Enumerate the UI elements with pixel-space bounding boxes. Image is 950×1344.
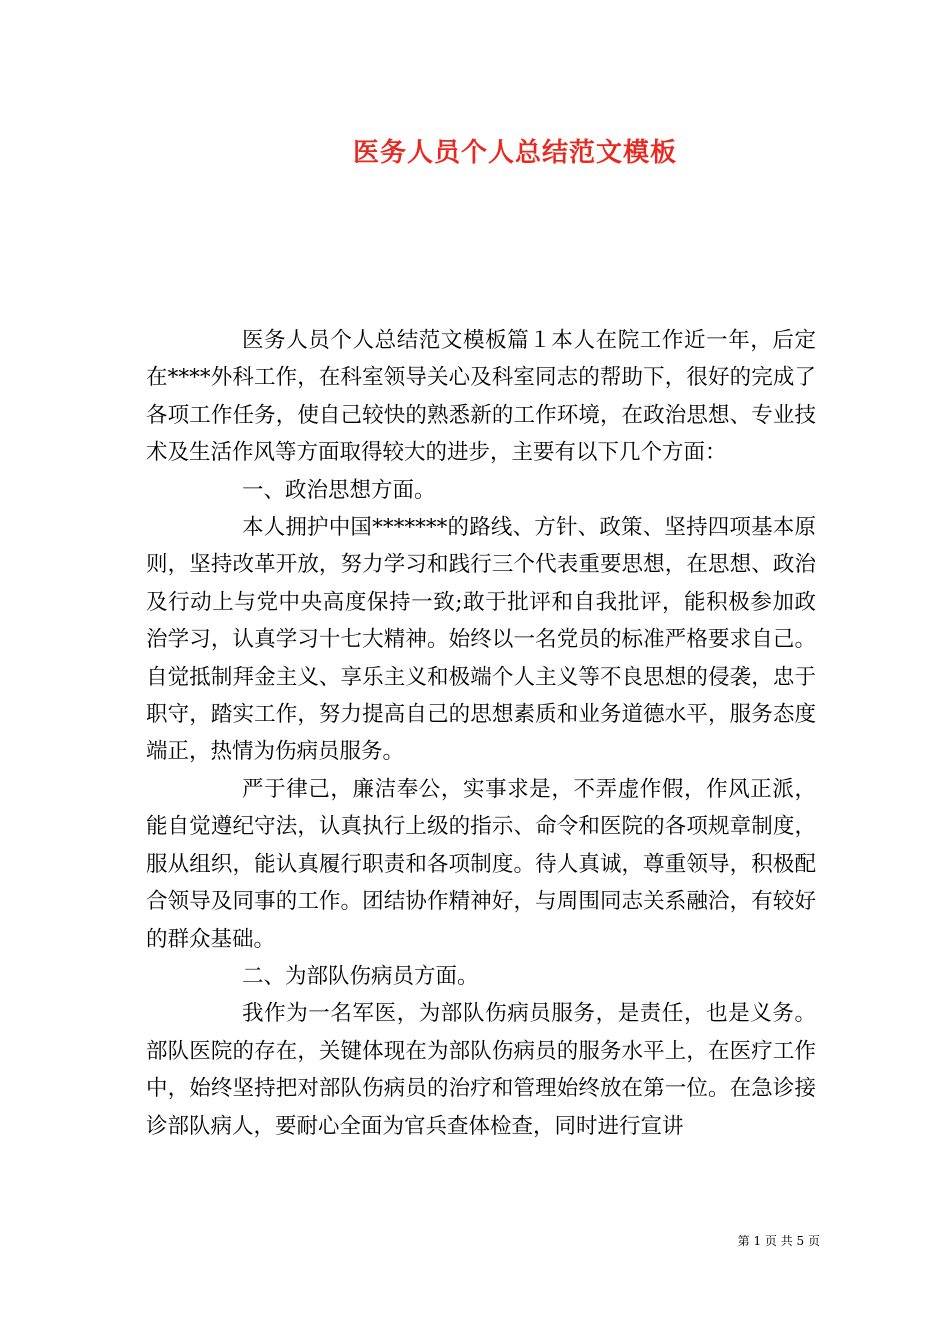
paragraph-intro: 医务人员个人总结范文模板篇１本人在院工作近一年，后定在****外科工作，在科室领导关心及科室同志的帮助下，很好的完成了各项工作任务，使自己较快的熟悉新的工作环境，在政治思想、专业技术及生活作风等方面取得较大的进步，主要有以下几个方面： bbox=[146, 328, 816, 466]
page-number-footer: 第 1 页 共 5 页 bbox=[737, 1234, 820, 1248]
section-heading-politics: 一、政治思想方面。 bbox=[242, 477, 436, 503]
paragraph-discipline: 严于律己，廉洁奉公，实事求是，不弄虚作假，作风正派，能自觉遵纪守法，认真执行上级的指示、命令和医院的各项规章制度，服从组织，能认真履行职责和各项制度。待人真诚，尊重领导，积极配合领导及同事的工作。团结协作精神好，与周围同志关系融洽，有较好的群众基础。 bbox=[146, 776, 816, 952]
document-body bbox=[146, 322, 816, 1145]
section-heading-service: 二、为部队伤病员方面。 bbox=[242, 963, 479, 989]
document-title: 医务人员个人总结范文模板 bbox=[352, 138, 677, 168]
paragraph-service: 我作为一名军医，为部队伤病员服务，是责任，也是义务。部队医院的存在，关键体现在为部队伤病员的服务水平上，在医疗工作中，始终坚持把对部队伤病员的治疗和管理始终放在第一位。在急诊接诊部队病人，要耐心全面为官兵查体检查，同时进行宣讲 bbox=[146, 1001, 816, 1139]
paragraph-politics: 本人拥护中国*******的路线、方针、政策、坚持四项基本原则，坚持改革开放，努力学习和践行三个代表重要思想，在思想、政治及行动上与党中央高度保持一致;敢于批评和自我批评，能积极参加政治学习，认真学习十七大精神。始终以一名党员的标准严格要求自己。自觉抵制拜金主义、享乐主义和极端个人主义等不良思想的侵袭，忠于职守，踏实工作，努力提高自己的思想素质和业务道德水平，服务态度端正，热情为伤病员服务。 bbox=[146, 515, 816, 765]
